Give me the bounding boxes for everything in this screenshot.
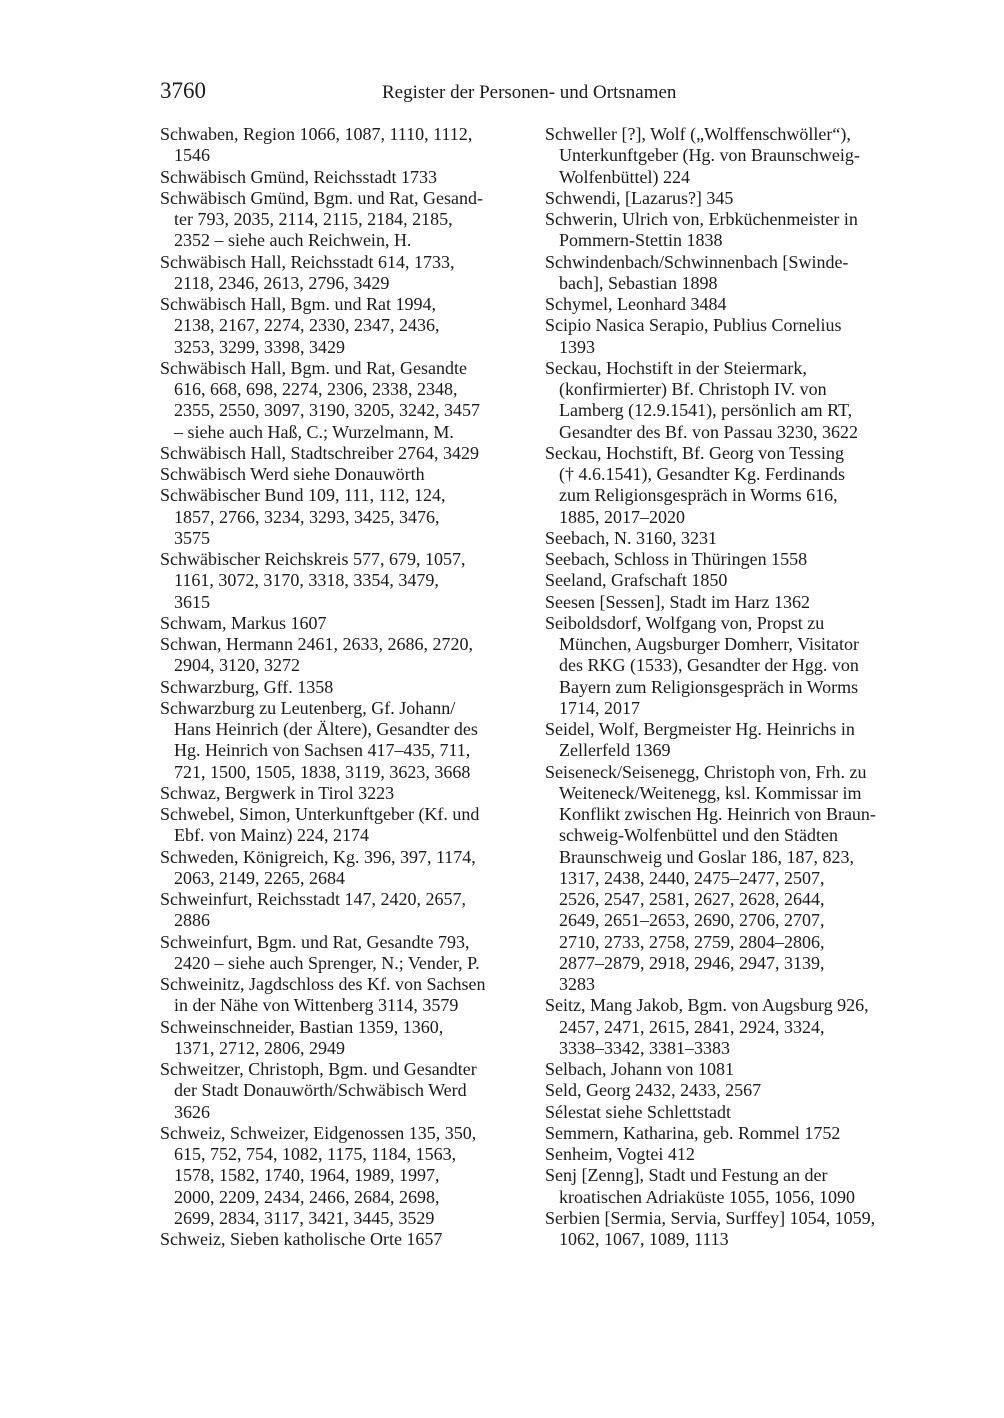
index-entry-continuation-line: 1857, 2766, 3234, 3293, 3425, 3476, bbox=[174, 506, 440, 527]
index-entry-heading-line: Schwarzburg, Gff. 1358 bbox=[160, 676, 334, 697]
index-entry-continuation-line: – siehe auch Haß, C.; Wurzelmann, M. bbox=[174, 421, 454, 442]
index-entry-heading-line: Schwaben, Region 1066, 1087, 1110, 1112, bbox=[160, 124, 473, 144]
index-entry-continuation-line: 1546 bbox=[174, 145, 210, 166]
running-head: Register der Personen- und Ortsnamen bbox=[382, 82, 677, 103]
index-entry-heading-line: Seld, Georg 2432, 2433, 2567 bbox=[545, 1080, 762, 1101]
index-entry bbox=[160, 485, 530, 549]
index-entry bbox=[545, 762, 915, 996]
index-entry-continuation-line: 2886 bbox=[174, 910, 210, 931]
index-entry-continuation-line: 2420 – siehe auch Sprenger, N.; Vender, P. bbox=[174, 952, 480, 973]
index-entry-continuation-line: 2063, 2149, 2265, 2684 bbox=[174, 867, 345, 888]
index-entry-continuation-line: bach], Sebastian 1898 bbox=[559, 272, 718, 293]
index-entry-continuation-line: in der Nähe von Wittenberg 3114, 3579 bbox=[174, 995, 459, 1016]
index-entry-continuation-line: 1393 bbox=[559, 336, 595, 357]
index-entry bbox=[160, 1017, 530, 1060]
index-entry bbox=[545, 1059, 915, 1080]
index-entry-heading-line: Seitz, Mang Jakob, Bgm. von Augsburg 926, bbox=[545, 995, 869, 1016]
index-entry bbox=[160, 252, 530, 295]
index-entry-continuation-line: 2000, 2209, 2434, 2466, 2684, 2698, bbox=[174, 1186, 440, 1207]
index-entry-heading-line: Seesen [Sessen], Stadt im Harz 1362 bbox=[545, 591, 810, 612]
index-entry-continuation-line: († 4.6.1541), Gesandter Kg. Ferdinands bbox=[559, 464, 845, 484]
index-entry-heading-line: Schwäbisch Gmünd, Bgm. und Rat, Gesand- bbox=[160, 187, 483, 208]
index-entry bbox=[160, 677, 530, 698]
index-entry bbox=[160, 294, 530, 358]
index-entry-continuation-line: 1714, 2017 bbox=[559, 697, 640, 718]
index-entry-continuation-line: Hans Heinrich (der Ältere), Gesandter des bbox=[174, 719, 478, 739]
index-entry-heading-line: Schwäbisch Hall, Bgm. und Rat, Gesandte bbox=[160, 357, 467, 378]
index-entry-heading-line: Schwarzburg zu Leutenberg, Gf. Johann/ bbox=[160, 697, 456, 718]
index-entry-continuation-line: 3283 bbox=[559, 974, 595, 994]
index-entry-continuation-line: 2649, 2651–2653, 2690, 2706, 2707, bbox=[559, 910, 825, 931]
index-entry bbox=[545, 443, 915, 528]
index-entry-continuation-line: 2699, 2834, 3117, 3421, 3445, 3529 bbox=[174, 1207, 435, 1228]
index-entry-continuation-line: München, Augsburger Domherr, Visitator bbox=[559, 634, 859, 654]
index-entry-continuation-line: 1371, 2712, 2806, 2949 bbox=[174, 1037, 345, 1058]
index-entry-heading-line: Seebach, Schloss in Thüringen 1558 bbox=[545, 549, 808, 569]
index-entry-heading-line: Schymel, Leonhard 3484 bbox=[545, 294, 727, 314]
index-entry-heading-line: Seebach, N. 3160, 3231 bbox=[545, 527, 717, 548]
index-entry bbox=[160, 889, 530, 932]
index-entry bbox=[545, 294, 915, 315]
index-entry-heading-line: Schwäbisch Gmünd, Reichsstadt 1733 bbox=[160, 166, 437, 187]
index-entry-heading-line: Schwäbisch Hall, Bgm. und Rat 1994, bbox=[160, 294, 436, 314]
index-entry bbox=[160, 124, 530, 167]
page-number: 3760 bbox=[160, 78, 206, 103]
index-entry-heading-line: Schwäbischer Bund 109, 111, 112, 124, bbox=[160, 485, 446, 506]
index-entry-continuation-line: ter 793, 2035, 2114, 2115, 2184, 2185, bbox=[174, 209, 453, 229]
index-entry bbox=[160, 443, 530, 464]
index-entry bbox=[545, 995, 915, 1059]
index-entry-continuation-line: 1885, 2017–2020 bbox=[559, 506, 685, 527]
index-entry bbox=[545, 315, 915, 358]
index-entry-continuation-line: 2118, 2346, 2613, 2796, 3429 bbox=[174, 272, 390, 293]
index-column-left bbox=[160, 124, 530, 1250]
index-entry bbox=[545, 1165, 915, 1208]
index-entry-continuation-line: 2355, 2550, 3097, 3190, 3205, 3242, 3457 bbox=[174, 400, 480, 421]
index-entry-continuation-line: 1317, 2438, 2440, 2475–2477, 2507, bbox=[559, 867, 825, 888]
index-entry-continuation-line: 1161, 3072, 3170, 3318, 3354, 3479, bbox=[174, 570, 439, 591]
index-entry-heading-line: Schwindenbach/Schwinnenbach [Swinde- bbox=[545, 251, 849, 272]
index-entry bbox=[160, 783, 530, 804]
index-entry-heading-line: Schwaz, Bergwerk in Tirol 3223 bbox=[160, 782, 395, 803]
index-entry-heading-line: Seiboldsdorf, Wolfgang von, Propst zu bbox=[545, 612, 825, 633]
index-entry-continuation-line: 3575 bbox=[174, 527, 210, 548]
index-entry-heading-line: Sélestat siehe Schlettstadt bbox=[545, 1101, 731, 1122]
index-entry bbox=[545, 592, 915, 613]
index-entry-heading-line: Seckau, Hochstift, Bf. Georg von Tessing bbox=[545, 442, 845, 463]
index-entry-continuation-line: der Stadt Donauwörth/Schwäbisch Werd bbox=[174, 1080, 467, 1101]
index-entry-continuation-line: 2877–2879, 2918, 2946, 2947, 3139, bbox=[559, 952, 825, 973]
index-entry-heading-line: Schweller [?], Wolf („Wolffenschwöller“), bbox=[545, 124, 851, 144]
index-entry-heading-line: Seiseneck/Seisenegg, Christoph von, Frh. zu bbox=[545, 761, 867, 782]
index-entry-continuation-line: Wolfenbüttel) 224 bbox=[559, 166, 691, 187]
index-entry-continuation-line: Bayern zum Religionsgespräch in Worms bbox=[559, 676, 859, 697]
index-entry-heading-line: Seeland, Grafschaft 1850 bbox=[545, 570, 728, 591]
index-entry bbox=[160, 188, 530, 252]
index-entry-heading-line: Seckau, Hochstift in der Steiermark, bbox=[545, 357, 807, 378]
index-entry bbox=[160, 464, 530, 485]
index-entry bbox=[160, 1229, 530, 1250]
index-entry-heading-line: Schwendi, [Lazarus?] 345 bbox=[545, 187, 734, 208]
index-entry-continuation-line: kroatischen Adriaküste 1055, 1056, 1090 bbox=[559, 1186, 855, 1207]
index-entry-heading-line: Schweinfurt, Bgm. und Rat, Gesandte 793, bbox=[160, 931, 470, 952]
index-entry-continuation-line: Weiteneck/Weitenegg, ksl. Kommissar im bbox=[559, 782, 862, 803]
index-entry-continuation-line: Unterkunftgeber (Hg. von Braunschweig- bbox=[559, 145, 860, 166]
index-entry bbox=[160, 974, 530, 1017]
index-entry bbox=[160, 634, 530, 677]
index-entry-heading-line: Semmern, Katharina, geb. Rommel 1752 bbox=[545, 1122, 841, 1143]
index-entry-heading-line: Schwäbisch Hall, Reichsstadt 614, 1733, bbox=[160, 251, 455, 272]
index-entry-continuation-line: 615, 752, 754, 1082, 1175, 1184, 1563, bbox=[174, 1144, 457, 1164]
index-entry bbox=[545, 613, 915, 719]
index-entry bbox=[545, 209, 915, 252]
index-entry bbox=[545, 528, 915, 549]
index-entry-continuation-line: des RKG (1533), Gesandter der Hgg. von bbox=[559, 655, 859, 676]
index-entry-heading-line: Schwam, Markus 1607 bbox=[160, 612, 327, 633]
index-entry-heading-line: Seidel, Wolf, Bergmeister Hg. Heinrichs in bbox=[545, 719, 855, 739]
index-entry bbox=[160, 847, 530, 890]
index-entry-continuation-line: 2904, 3120, 3272 bbox=[174, 655, 300, 676]
index-entry-heading-line: Schwebel, Simon, Unterkunftgeber (Kf. und bbox=[160, 804, 480, 824]
index-entry bbox=[160, 1123, 530, 1229]
index-entry-continuation-line: 2710, 2733, 2758, 2759, 2804–2806, bbox=[559, 931, 825, 952]
index-entry bbox=[545, 570, 915, 591]
index-entry-continuation-line: 3253, 3299, 3398, 3429 bbox=[174, 336, 345, 357]
index-entry-continuation-line: Lamberg (12.9.1541), persönlich am RT, bbox=[559, 400, 853, 421]
index-entry bbox=[160, 1059, 530, 1123]
index-entry-continuation-line: 616, 668, 698, 2274, 2306, 2338, 2348, bbox=[174, 379, 458, 399]
index-entry-heading-line: Selbach, Johann von 1081 bbox=[545, 1059, 734, 1079]
index-entry bbox=[160, 804, 530, 847]
index-entry-continuation-line: Ebf. von Mainz) 224, 2174 bbox=[174, 825, 369, 846]
index-entry-continuation-line: 3626 bbox=[174, 1101, 210, 1122]
index-entry bbox=[545, 1123, 915, 1144]
index-entry bbox=[545, 549, 915, 570]
index-entry-continuation-line: Gesandter des Bf. von Passau 3230, 3622 bbox=[559, 421, 858, 442]
index-entry-heading-line: Schwerin, Ulrich von, Erbküchenmeister in bbox=[545, 209, 858, 229]
index-entry-continuation-line: Zellerfeld 1369 bbox=[559, 740, 671, 761]
index-entry bbox=[545, 1080, 915, 1101]
index-entry-continuation-line: 721, 1500, 1505, 1838, 3119, 3623, 3668 bbox=[174, 761, 471, 782]
index-entry bbox=[160, 167, 530, 188]
index-entry-continuation-line: Pommern-Stettin 1838 bbox=[559, 230, 723, 251]
index-entry bbox=[160, 613, 530, 634]
index-entry bbox=[545, 1208, 915, 1251]
index-entry bbox=[545, 719, 915, 762]
index-entry-continuation-line: (konfirmierter) Bf. Christoph IV. von bbox=[559, 379, 827, 399]
index-entry-heading-line: Scipio Nasica Serapio, Publius Cornelius bbox=[545, 315, 842, 336]
index-entry-heading-line: Schweiz, Sieben katholische Orte 1657 bbox=[160, 1229, 443, 1249]
index-entry-continuation-line: schweig-Wolfenbüttel und den Städten bbox=[559, 825, 838, 846]
index-entry-heading-line: Schwan, Hermann 2461, 2633, 2686, 2720, bbox=[160, 634, 473, 654]
index-entry-continuation-line: 2526, 2547, 2581, 2627, 2628, 2644, bbox=[559, 889, 825, 909]
index-entry-continuation-line: 2457, 2471, 2615, 2841, 2924, 3324, bbox=[559, 1016, 825, 1037]
index-entry bbox=[160, 698, 530, 783]
index-entry-continuation-line: 3338–3342, 3381–3383 bbox=[559, 1037, 730, 1058]
index-entry bbox=[545, 1144, 915, 1165]
index-entry bbox=[545, 188, 915, 209]
index-entry-continuation-line: 3615 bbox=[174, 591, 210, 612]
index-entry bbox=[545, 358, 915, 443]
index-entry-continuation-line: 1578, 1582, 1740, 1964, 1989, 1997, bbox=[174, 1165, 440, 1186]
index-entry-continuation-line: Hg. Heinrich von Sachsen 417–435, 711, bbox=[174, 740, 471, 761]
index-entry-continuation-line: zum Religionsgespräch in Worms 616, bbox=[559, 485, 838, 506]
index-entry-heading-line: Schwäbischer Reichskreis 577, 679, 1057, bbox=[160, 549, 466, 569]
index-entry-heading-line: Senj [Zenng], Stadt und Festung an der bbox=[545, 1165, 828, 1186]
index-entry-heading-line: Schweitzer, Christoph, Bgm. und Gesandter bbox=[160, 1059, 477, 1079]
index-entry-heading-line: Schweinitz, Jagdschloss des Kf. von Sachsen bbox=[160, 974, 486, 994]
index-entry-heading-line: Schweinfurt, Reichsstadt 147, 2420, 2657, bbox=[160, 889, 466, 909]
index-entry-continuation-line: Konflikt zwischen Hg. Heinrich von Braun- bbox=[559, 804, 876, 824]
index-entry-heading-line: Schwäbisch Hall, Stadtschreiber 2764, 3429 bbox=[160, 442, 479, 463]
index-entry-continuation-line: 1062, 1067, 1089, 1113 bbox=[559, 1229, 729, 1249]
index-entry bbox=[160, 358, 530, 443]
index-entry bbox=[545, 252, 915, 295]
index-entry-continuation-line: 2352 – siehe auch Reichwein, H. bbox=[174, 230, 412, 251]
index-entry bbox=[160, 932, 530, 975]
index-entry bbox=[160, 549, 530, 613]
index-entry-heading-line: Senheim, Vogtei 412 bbox=[545, 1144, 695, 1164]
index-column-right bbox=[545, 124, 915, 1250]
index-entry-continuation-line: Braunschweig und Goslar 186, 187, 823, bbox=[559, 846, 854, 867]
index-entry-heading-line: Serbien [Sermia, Servia, Surffey] 1054, 1059, bbox=[545, 1207, 876, 1228]
index-entry bbox=[545, 124, 915, 188]
index-entry bbox=[545, 1102, 915, 1123]
index-entry-heading-line: Schweinschneider, Bastian 1359, 1360, bbox=[160, 1016, 444, 1037]
index-entry-heading-line: Schwäbisch Werd siehe Donauwörth bbox=[160, 464, 425, 484]
index-entry-heading-line: Schweiz, Schweizer, Eidgenossen 135, 350, bbox=[160, 1122, 477, 1143]
index-entry-continuation-line: 2138, 2167, 2274, 2330, 2347, 2436, bbox=[174, 315, 440, 336]
index-entry-heading-line: Schweden, Königreich, Kg. 396, 397, 1174, bbox=[160, 846, 476, 867]
